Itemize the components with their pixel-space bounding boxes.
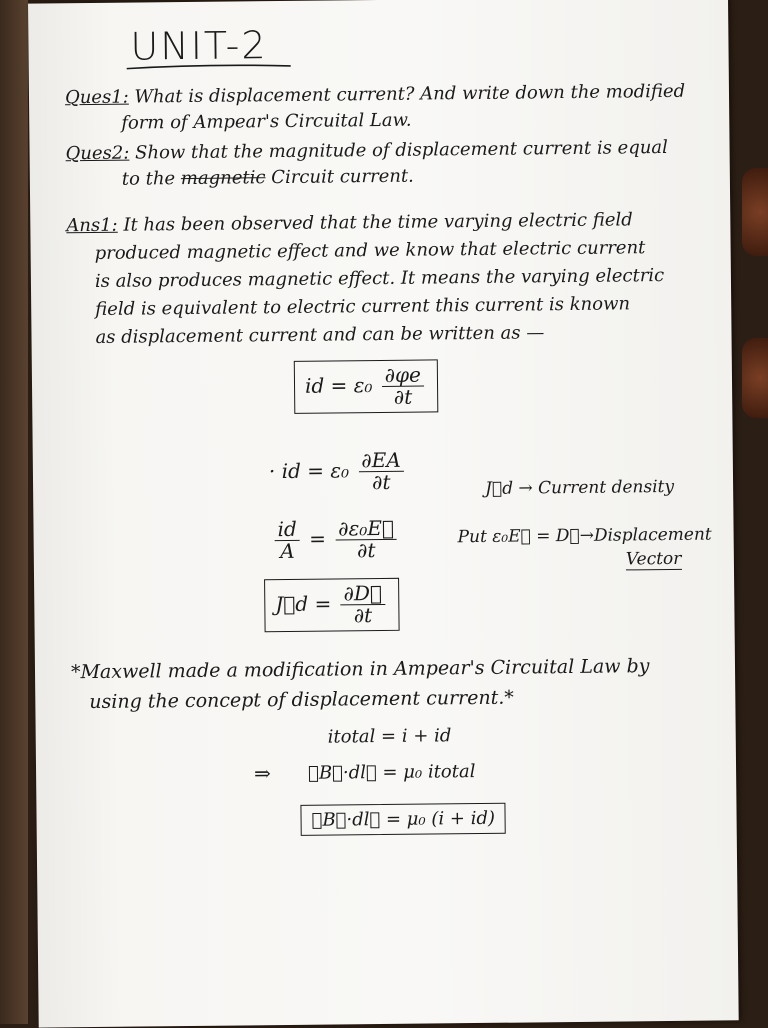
- title-underline: [125, 61, 295, 73]
- eq3-equals: =: [309, 526, 327, 551]
- answer-text-1: It has been observed that the time varying electric field: [123, 209, 633, 236]
- eq2-lhs: · id =: [268, 458, 325, 484]
- maxwell-line-1: *Maxwell made a modification in Ampear's Circuital Law by: [70, 655, 650, 684]
- question-2-suffix: Circuit current.: [271, 165, 414, 189]
- note-current-density: J⃗d → Current density: [485, 476, 675, 499]
- answer-line-1: [66, 209, 633, 236]
- question-2-struck-word: magnetic: [180, 167, 266, 190]
- eq1-numerator: ∂φe: [382, 365, 424, 387]
- implies-arrow: ⇒: [253, 761, 271, 786]
- question-1-line-2: form of Ampear's Circuital Law.: [121, 109, 412, 134]
- eq3-numerator: ∂ε₀E⃗: [335, 518, 397, 541]
- eq3-lhs-numerator: id: [274, 519, 299, 541]
- question-1-label: Ques1:: [64, 86, 129, 109]
- question-2-line-1: [65, 137, 667, 164]
- eq2-numerator: ∂EA: [358, 450, 404, 472]
- equation-displacement-current: [294, 359, 439, 414]
- answer-line-3: is also produces magnetic effect. It means the varying electric: [94, 265, 665, 292]
- note-displacement-vector: Put ε₀E⃗ = D⃗→Displacement: [457, 524, 712, 548]
- desk-edge: [0, 0, 28, 1024]
- question-2-label: Ques2:: [65, 142, 130, 165]
- equation-displacement-current-density: [264, 578, 399, 632]
- eq3-rhs-fraction: [335, 515, 397, 563]
- eq1-lhs: id =: [304, 373, 348, 398]
- eq4-lhs: J⃗d: [275, 591, 309, 617]
- question-2-text-1: Show that the magnitude of displacement current is equal: [134, 136, 668, 164]
- finger-bottom: [742, 338, 768, 418]
- notebook-page: [28, 0, 739, 1028]
- eq1-epsilon: ε₀: [353, 373, 373, 398]
- eq1-denominator: ∂t: [393, 384, 413, 409]
- note-vector-word: Vector: [625, 548, 682, 570]
- answer-line-5: as displacement current and can be written as —: [95, 322, 545, 348]
- eq3-lhs-fraction: [274, 516, 300, 564]
- answer-line-2: produced magnetic effect and we know that electric current: [94, 237, 646, 264]
- eq3-denominator: ∂t: [356, 538, 376, 563]
- eq4-numerator: ∂D⃗: [340, 583, 385, 605]
- question-2-line-2: [122, 166, 414, 190]
- eq4-fraction: [340, 580, 385, 628]
- eq3-lhs-denominator: A: [280, 538, 295, 564]
- finger-top: [742, 168, 768, 256]
- equation-modified-ampere-law: ∮B⃗·dl⃗ = μ₀ (i + id): [300, 803, 506, 836]
- page-title: UNIT-2: [130, 23, 268, 69]
- equation-2: [268, 447, 407, 495]
- question-1-line-1: [65, 81, 685, 108]
- eq4-equals: =: [314, 591, 332, 616]
- eq1-fraction: [382, 362, 425, 409]
- eq4-denominator: ∂t: [353, 603, 373, 628]
- equation-3: [271, 515, 400, 564]
- answer-line-4: field is equivalent to electric current this current is known: [95, 293, 631, 320]
- maxwell-line-2: using the concept of displacement current.*: [89, 686, 514, 714]
- eq2-fraction: [358, 447, 404, 495]
- equation-total-current: itotal = i + id: [327, 725, 452, 748]
- eq2-epsilon: ε₀: [330, 458, 350, 483]
- question-2-prefix: to the: [121, 168, 176, 190]
- answer-label: Ans1:: [66, 214, 118, 237]
- question-1-text-1: What is displacement current? And write down the modified: [134, 80, 686, 108]
- eq2-denominator: ∂t: [371, 469, 391, 495]
- equation-ampere-total: ∮B⃗·dl⃗ = μ₀ itotal: [307, 761, 476, 784]
